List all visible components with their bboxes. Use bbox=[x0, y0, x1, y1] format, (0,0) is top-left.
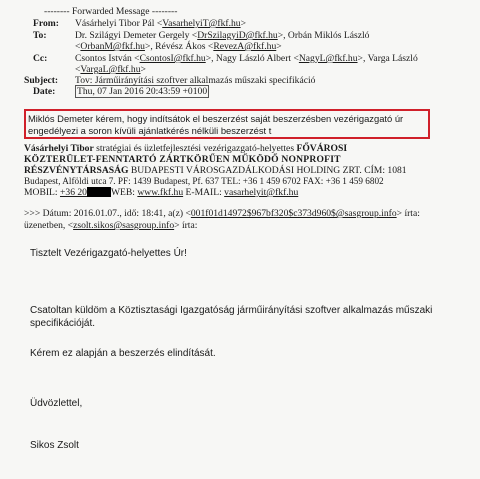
cc-row-continued: <VargaL@fkf.hu> bbox=[75, 64, 146, 75]
body-paragraph-2: Kérem ez alapján a beszerzés elindítását. bbox=[30, 348, 216, 359]
signature-line-1: Vásárhelyi Tibor stratégiai és üzletfejlesztési vezérigazgató-helyettes FŐVÁROSI bbox=[24, 143, 348, 154]
from-email-link[interactable]: VasarhelyiT@fkf.hu bbox=[162, 18, 241, 29]
cc-row: Cc: Csontos István <CsontosI@fkf.hu>, Nagy László Albert <NagyL@fkf.hu>, Varga László bbox=[33, 53, 418, 64]
signature-line-3: RÉSZVÉNYTÁRSASÁG BUDAPESTI VÁROSGAZDÁLKODÁSI HOLDING ZRT. CÍM: 1081 bbox=[24, 165, 407, 176]
date-value: Thu, 07 Jan 2016 20:43:59 +0100 bbox=[77, 86, 208, 97]
sender-name: Sikos Zsolt bbox=[30, 440, 79, 451]
highlighted-message-line-2: engedélyezi a soron kívüli ajánlatkérés nélküli beszerzést t bbox=[28, 125, 272, 136]
forwarded-message-separator: -------- Forwarded Message -------- bbox=[44, 6, 178, 17]
date-row bbox=[33, 86, 209, 97]
greeting: Tisztelt Vezérigazgató-helyettes Úr! bbox=[30, 248, 187, 259]
cc-email-link[interactable]: CsontosI@fkf.hu bbox=[139, 53, 206, 64]
to-email-link[interactable]: DrSzilagyiD@fkf.hu bbox=[197, 30, 278, 41]
body-paragraph-1-line-1: Csatoltan küldöm a Köztisztasági Igazgatóság járműirányítási szoftver alkalmazás műszaki bbox=[30, 305, 433, 316]
to-row-continued: <OrbanM@fkf.hu>, Révész Ákos <RevezA@fkf.hu> bbox=[75, 41, 282, 52]
to-email-link[interactable]: RevezA@fkf.hu bbox=[213, 41, 277, 52]
quoted-email-link[interactable]: 001f01d14972$967bf320$c373d960$@sasgroup.info bbox=[190, 208, 397, 219]
signature-line-4: Budapest, Alföldi utca 7. PF: 1439 Budapest, Pf. 637 TEL: +36 1 459 6702 FAX: +36 1 459 6802 bbox=[24, 176, 384, 186]
redaction-block bbox=[87, 187, 111, 197]
signature-line-2: KÖZTERÜLET-FENNTARTÓ ZÁRTKÖRŰEN MŰKÖDŐ NONPROFIT bbox=[24, 154, 341, 165]
from-name: Vásárhelyi Tibor Pál < bbox=[75, 18, 163, 29]
to-row: To: Dr. Szilágyi Demeter Gergely <DrSzilagyiD@fkf.hu>, Orbán Miklós László bbox=[33, 30, 370, 41]
web-link[interactable]: www.fkf.hu bbox=[137, 187, 184, 198]
cc-label: Cc: bbox=[33, 53, 48, 64]
closing: Üdvözlettel, bbox=[30, 398, 83, 409]
cc-email-link[interactable]: VargaL@fkf.hu bbox=[80, 64, 141, 75]
to-email-link[interactable]: OrbanM@fkf.hu bbox=[80, 41, 145, 52]
quote-header-line-1: >>> Dátum: 2016.01.07., idő: 18:41, a(z) <001f01d14972$967bf320$c373d960$@sasgroup.info> írta: bbox=[24, 208, 420, 219]
quote-header-line-2: üzenetben, <zsolt.sikos@sasgroup.info> írta: bbox=[24, 220, 198, 231]
to-label: To: bbox=[33, 30, 47, 41]
signature-line-5: MOBIL: +36 20 WEB: www.fkf.hu E-MAIL: vasarhelyit@fkf.hu bbox=[24, 187, 299, 198]
date-label: Date: bbox=[33, 86, 56, 97]
cc-email-link[interactable]: NagyL@fkf.hu bbox=[298, 53, 358, 64]
mobile-number[interactable]: +36 20 bbox=[59, 187, 87, 198]
from-row: From: Vásárhelyi Tibor Pál <VasarhelyiT@fkf.hu> bbox=[33, 18, 247, 29]
subject-label: Subject: bbox=[24, 75, 59, 86]
from-label: From: bbox=[33, 18, 59, 29]
highlighted-message-line-1: Miklós Demeter kérem, hogy indítsátok el beszerzést saját beszerzésben vezérigazgató úr bbox=[28, 113, 404, 124]
subject-value: Tov: Járműirányítási szoftver alkalmazás műszaki specifikáció bbox=[75, 75, 316, 86]
quoted-email-link[interactable]: zsolt.sikos@sasgroup.info bbox=[73, 220, 175, 231]
body-paragraph-1-line-2: specifikációját. bbox=[30, 318, 96, 329]
email-link[interactable]: vasarhelyit@fkf.hu bbox=[224, 187, 299, 198]
